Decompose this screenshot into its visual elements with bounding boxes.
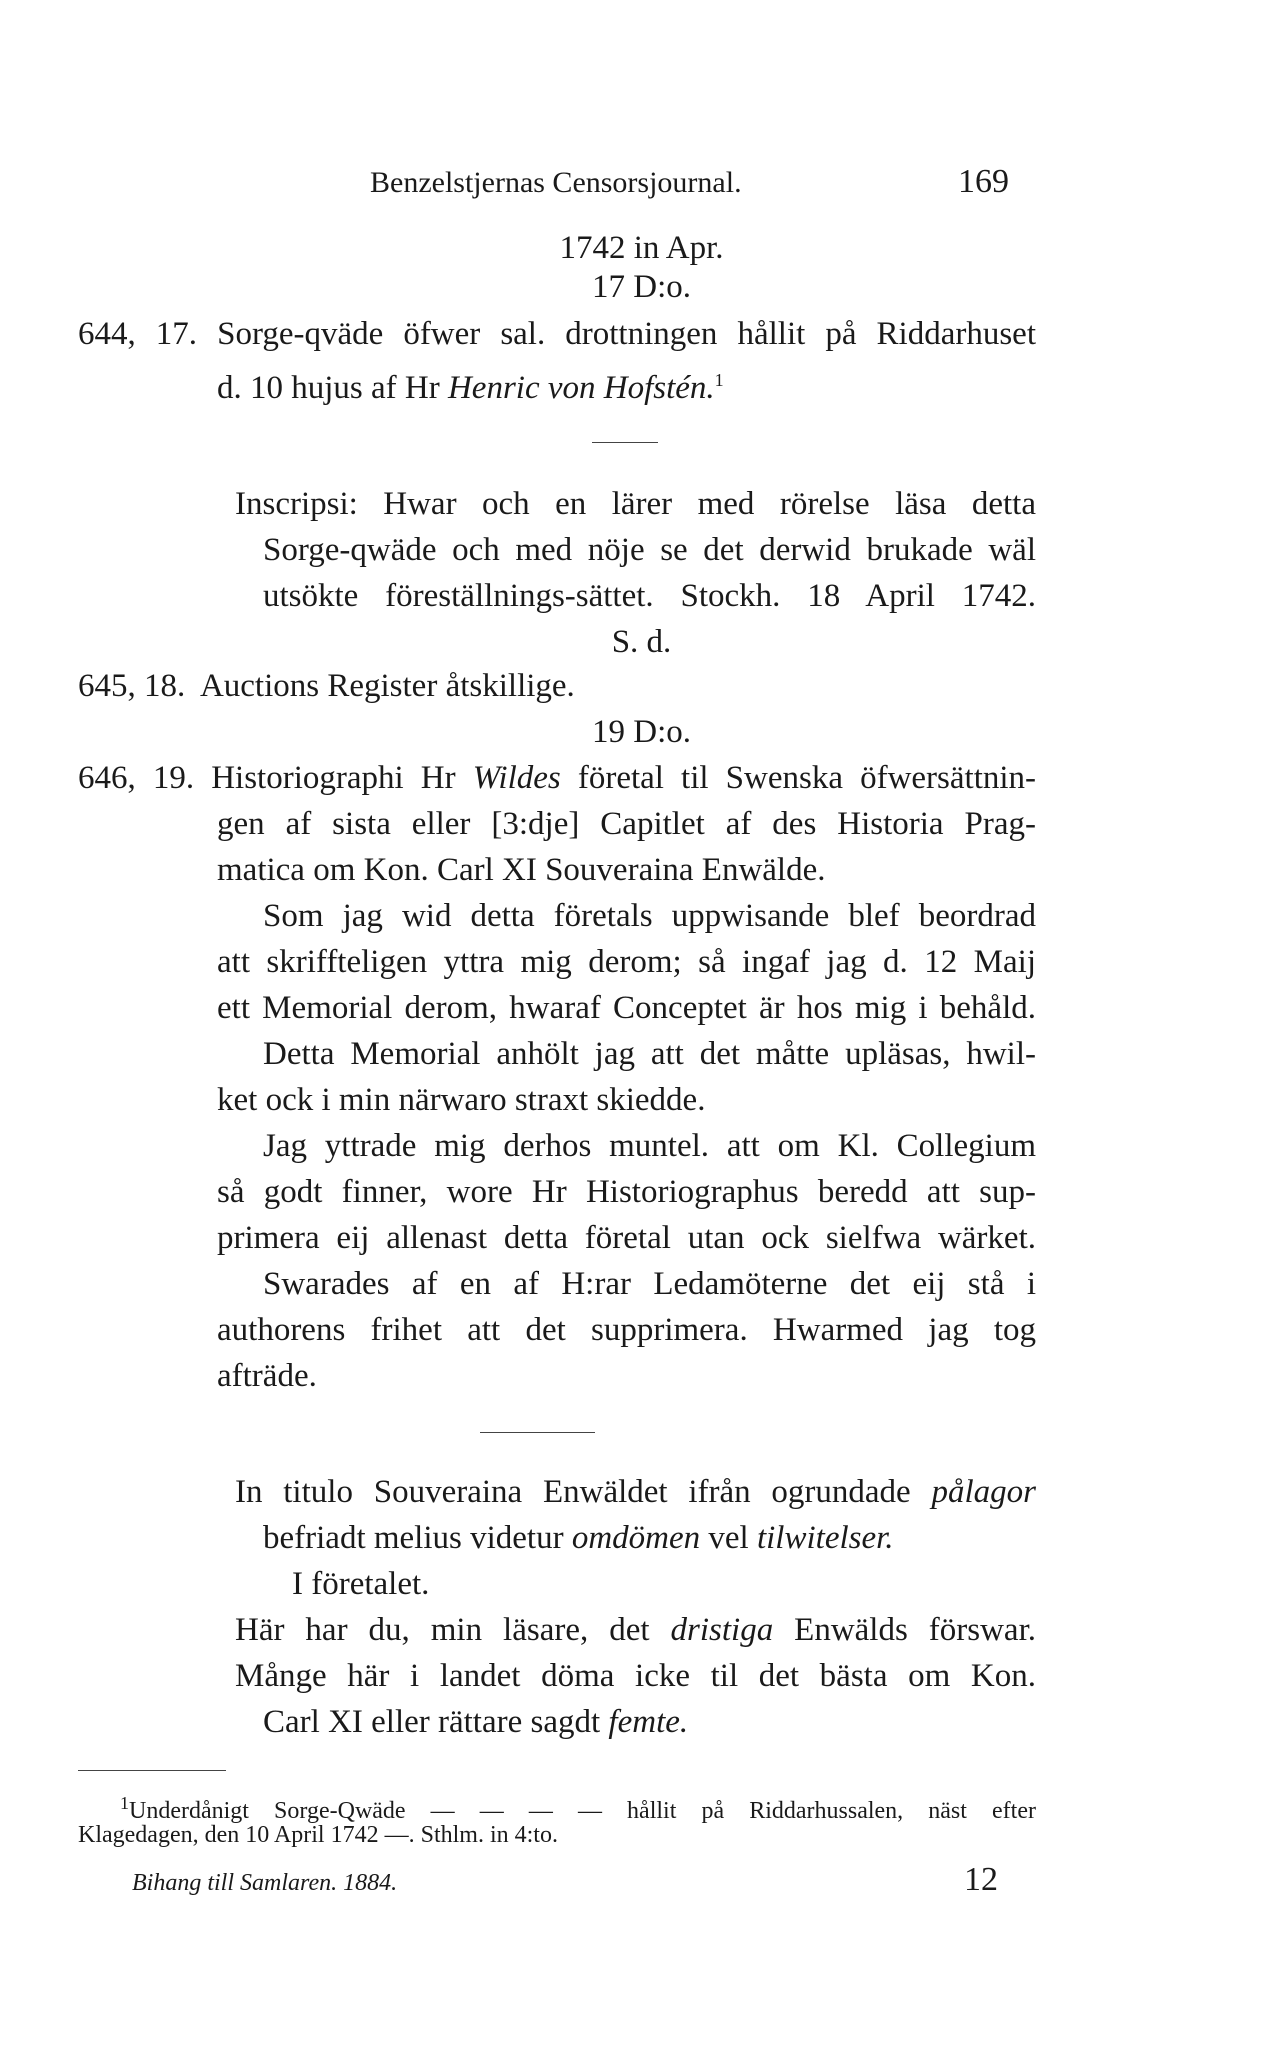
entry-646-line-1 — [78, 758, 1036, 798]
entry-646-label: 646, 19. — [78, 760, 195, 796]
paragraph-4-line-3: afträde. — [217, 1358, 317, 1394]
note-2-mid: vel — [708, 1520, 749, 1556]
entry-646-suffix: företal til Swenska öfwersättnin- — [577, 760, 1037, 796]
footnote-reference: 1 — [714, 370, 724, 390]
note-4-text: Här har du, min läsare, det — [235, 1612, 650, 1648]
note-1-text: In titulo Souveraina Enwäldet ifrån ogrundade — [235, 1474, 911, 1510]
page-number: 169 — [958, 163, 1009, 200]
paragraph-2-line-1: Detta Memorial anhölt jag att det måtte upläsas, hwil- — [263, 1036, 1036, 1072]
inscripsi-line-2: Sorge-qwäde och med nöje se det derwid brukade wäl — [263, 532, 1036, 568]
note-line-4 — [235, 1610, 1036, 1650]
date-heading-19: 19 D:o. — [592, 714, 691, 750]
entry-644-line-2 — [217, 360, 724, 408]
entry-646-line-2: gen af sista eller [3:dje] Capitlet af des Historia Prag- — [217, 806, 1036, 842]
separator-rule-1 — [592, 442, 658, 443]
paragraph-3-line-2: så godt finner, wore Hr Historiographus beredd att sup- — [217, 1174, 1036, 1210]
note-line-2 — [263, 1518, 894, 1558]
paragraph-4-line-2: authorens frihet att det supprimera. Hwarmed jag tog — [217, 1312, 1036, 1348]
footnote-text-1: Underdånigt Sorge-Qwäde — — — — hållit på Riddarhussalen, näst efter — [129, 1798, 1036, 1824]
note-line-1 — [235, 1472, 1036, 1512]
paragraph-1-line-1: Som jag wid detta företals uppwisande blef beordrad — [263, 898, 1036, 934]
footer-series-title: Bihang till Samlaren. 1884. — [132, 1870, 398, 1896]
note-2-italic-1: omdömen — [571, 1520, 701, 1556]
entry-644-author-prefix: d. 10 hujus af Hr — [217, 370, 440, 406]
entry-644-label: 644, 17. — [78, 316, 198, 352]
note-line-3: I företalet. — [292, 1566, 430, 1602]
footer-signature-number: 12 — [964, 1861, 998, 1898]
note-6-text: Carl XI eller rättare sagdt — [263, 1704, 601, 1740]
paragraph-2-line-2: ket ock i min närwaro straxt skiedde. — [217, 1082, 706, 1118]
date-heading-17: 17 D:o. — [592, 269, 691, 305]
inscripsi-signature: S. d. — [611, 624, 672, 660]
separator-rule-2 — [480, 1432, 595, 1433]
date-heading-1742-apr: 1742 in Apr. — [559, 230, 724, 266]
note-line-6 — [263, 1702, 688, 1742]
footnote-mark: 1 — [120, 1793, 129, 1813]
entry-646-prefix: Historiographi Hr — [211, 760, 456, 796]
note-2-italic-2: tilwitelser. — [756, 1520, 894, 1556]
entry-645-label: 645, 18. — [78, 668, 186, 704]
note-2-text: befriadt melius videtur — [263, 1520, 564, 1556]
paragraph-1-line-3: ett Memorial derom, hwaraf Conceptet är hos mig i behåld. — [217, 990, 1036, 1026]
note-1-italic: pålagor — [931, 1474, 1037, 1510]
entry-646-line-3: matica om Kon. Carl XI Souveraina Enwälde. — [217, 852, 826, 888]
entry-645-text: Auctions Register åtskillige. — [199, 668, 575, 704]
running-title: Benzelstjernas Censorsjournal. — [370, 166, 742, 199]
note-6-italic: femte. — [608, 1704, 689, 1740]
paragraph-3-line-3: primera eij allenast detta företal utan ock sielfwa wärket. — [217, 1220, 1036, 1256]
footnote-rule — [78, 1770, 226, 1771]
note-4-italic: dristiga — [670, 1612, 774, 1648]
entry-645 — [78, 666, 575, 706]
entry-644-line-1 — [78, 314, 1036, 354]
entry-644-text: Sorge-qväde öfwer sal. drottningen hållit på Riddarhuset — [217, 316, 1036, 352]
paragraph-1-line-2: att skriffteligen yttra mig derom; så ingaf jag d. 12 Maij — [217, 944, 1036, 980]
entry-644-author: Henric von Hofstén. — [447, 370, 715, 406]
paragraph-4-line-1: Swarades af en af H:rar Ledamöterne det eij stå i — [263, 1266, 1036, 1302]
note-4-suffix: Enwälds förswar. — [794, 1612, 1037, 1648]
inscripsi-line-3: utsökte föreställnings-sättet. Stockh. 18 April 1742. — [263, 578, 1036, 614]
paragraph-3-line-1: Jag yttrade mig derhos muntel. att om Kl. Collegium — [263, 1128, 1036, 1164]
note-line-5: Månge här i landet döma icke til det bästa om Kon. — [235, 1658, 1036, 1694]
footnote-line-2: Klagedagen, den 10 April 1742 —. Sthlm. in 4:to. — [78, 1822, 558, 1848]
footer-series — [132, 1868, 397, 1898]
inscripsi-line-1: Inscripsi: Hwar och en lärer med rörelse läsa detta — [235, 486, 1036, 522]
entry-646-author: Wildes — [472, 760, 561, 796]
